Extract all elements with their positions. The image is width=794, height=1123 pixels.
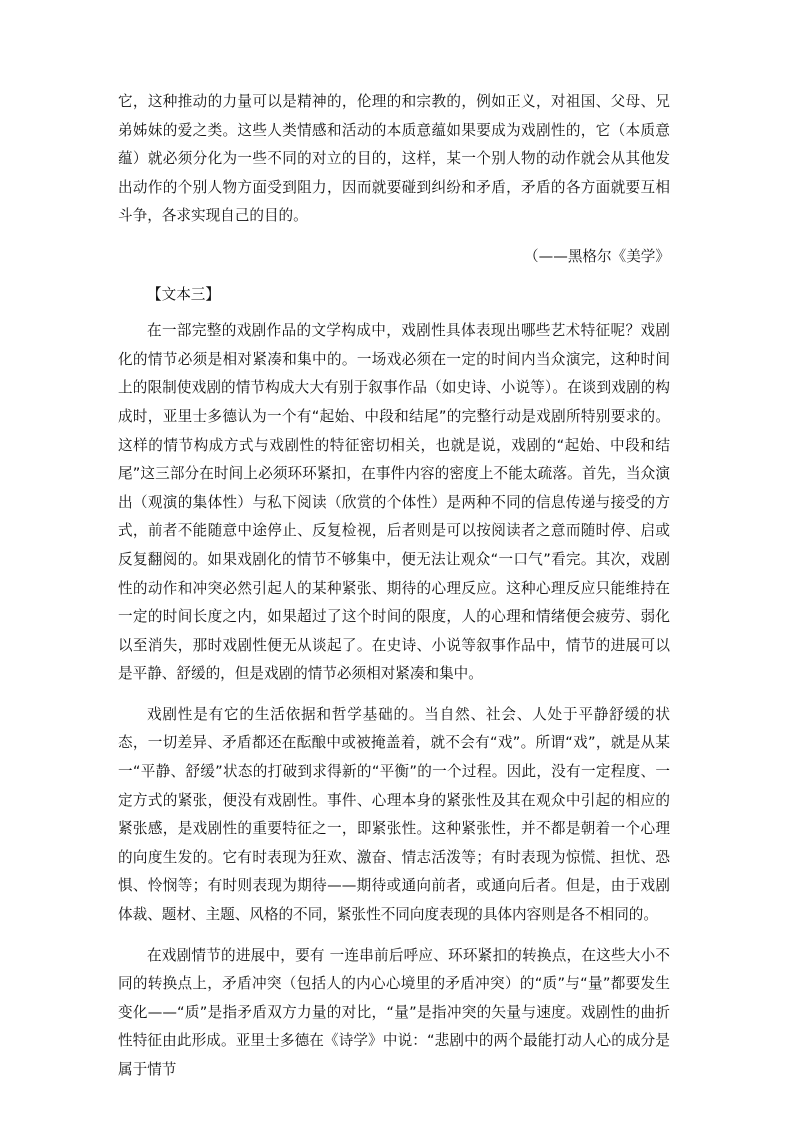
section-heading: 【文本三】 [147, 285, 220, 303]
document-page [118, 88, 670, 1085]
continued-paragraph: 它，这种推动的力量可以是精神的，伦理的和宗教的，例如正义，对祖国、父母、兄弟姊妹的爱之类。这些人类情感和活动的本质意蕴如果要成为戏剧性的，它（本质意蕴）就必须分化为一些不同的对立的目的，这样，某一个别人物的动作就会从其他发出动作的个别人物方面受到阻力，因而就要碰到纠纷和矛盾，矛盾的各方面就要互相斗争，各求实现自己的目的。 [118, 93, 670, 225]
paragraph-3: 在戏剧情节的进展中，要有 一连串前后呼应、环环紧扣的转换点，在这些大小不同的转换点上，矛盾冲突（包括人的内心心境里的矛盾冲突）的“质”与“量”都要发生变化——“质”是指矛盾双方力量的对比，“量”是指冲突的矢量与速度。戏剧性的曲折性特征由此形成。亚里士多德在《诗学》中说：“悲剧中的两个最能打动人心的成分是属于情节 [118, 946, 670, 1078]
paragraph-2: 戏剧性是有它的生活依据和哲学基础的。当自然、社会、人处于平静舒缓的状态，一切差异、矛盾都还在酝酿中或被掩盖着，就不会有“戏”。所谓“戏”，就是从某一“平静、舒缓”状态的打破到求得新的“平衡”的一个过程。因此，没有一定程度、一定方式的紧张，便没有戏剧性。事件、心理本身的紧张性及其在观众中引起的相应的紧张感，是戏剧性的重要特征之一，即紧张性。这种紧张性，并不都是朝着一个心理的向度生发的。它有时表现为狂欢、激奋、情志活泼等；有时表现为惊慌、担忧、恐惧、怜悯等；有时则表现为期待——期待或通向前者，或通向后者。但是，由于戏剧体裁、题材、主题、风格的不同，紧张性不同向度表现的具体内容则是各不相同的。 [118, 705, 670, 924]
paragraph-1: 在一部完整的戏剧作品的文学构成中，戏剧性具体表现出哪些艺术特征呢？戏剧化的情节必须是相对紧凑和集中的。一场戏必须在一定的时间内当众演完，这种时间上的限制使戏剧的情节构成大大有别于叙事作品（如史诗、小说等）。在谈到戏剧的构成时，亚里士多德认为一个有“起始、中段和结尾”的完整行动是戏剧所特别要求的。这样的情节构成方式与戏剧性的特征密切相关，也就是说，戏剧的“起始、中段和结尾”这三部分在时间上必须环环紧扣，在事件内容的密度上不能太疏落。首先，当众演出（观演的集体性）与私下阅读（欣赏的个体性）是两种不同的信息传递与接受的方式，前者不能随意中途停止、反复检视，后者则是可以按阅读者之意而随时停、启或反复翻阅的。如果戏剧化的情节不够集中，便无法让观众“一口气”看完。其次，戏剧性的动作和冲突必然引起人的某种紧张、期待的心理反应。这种心理反应只能维持在一定的时间长度之内，如果超过了这个时间的限度，人的心理和情绪便会疲劳、弱化以至消失，那时戏剧性便无从谈起了。在史诗、小说等叙事作品中，情节的进展可以是平静、舒缓的，但是戏剧的情节必须相对紧凑和集中。 [118, 322, 670, 683]
source-attribution: （——黑格尔《美学》 [524, 247, 670, 265]
